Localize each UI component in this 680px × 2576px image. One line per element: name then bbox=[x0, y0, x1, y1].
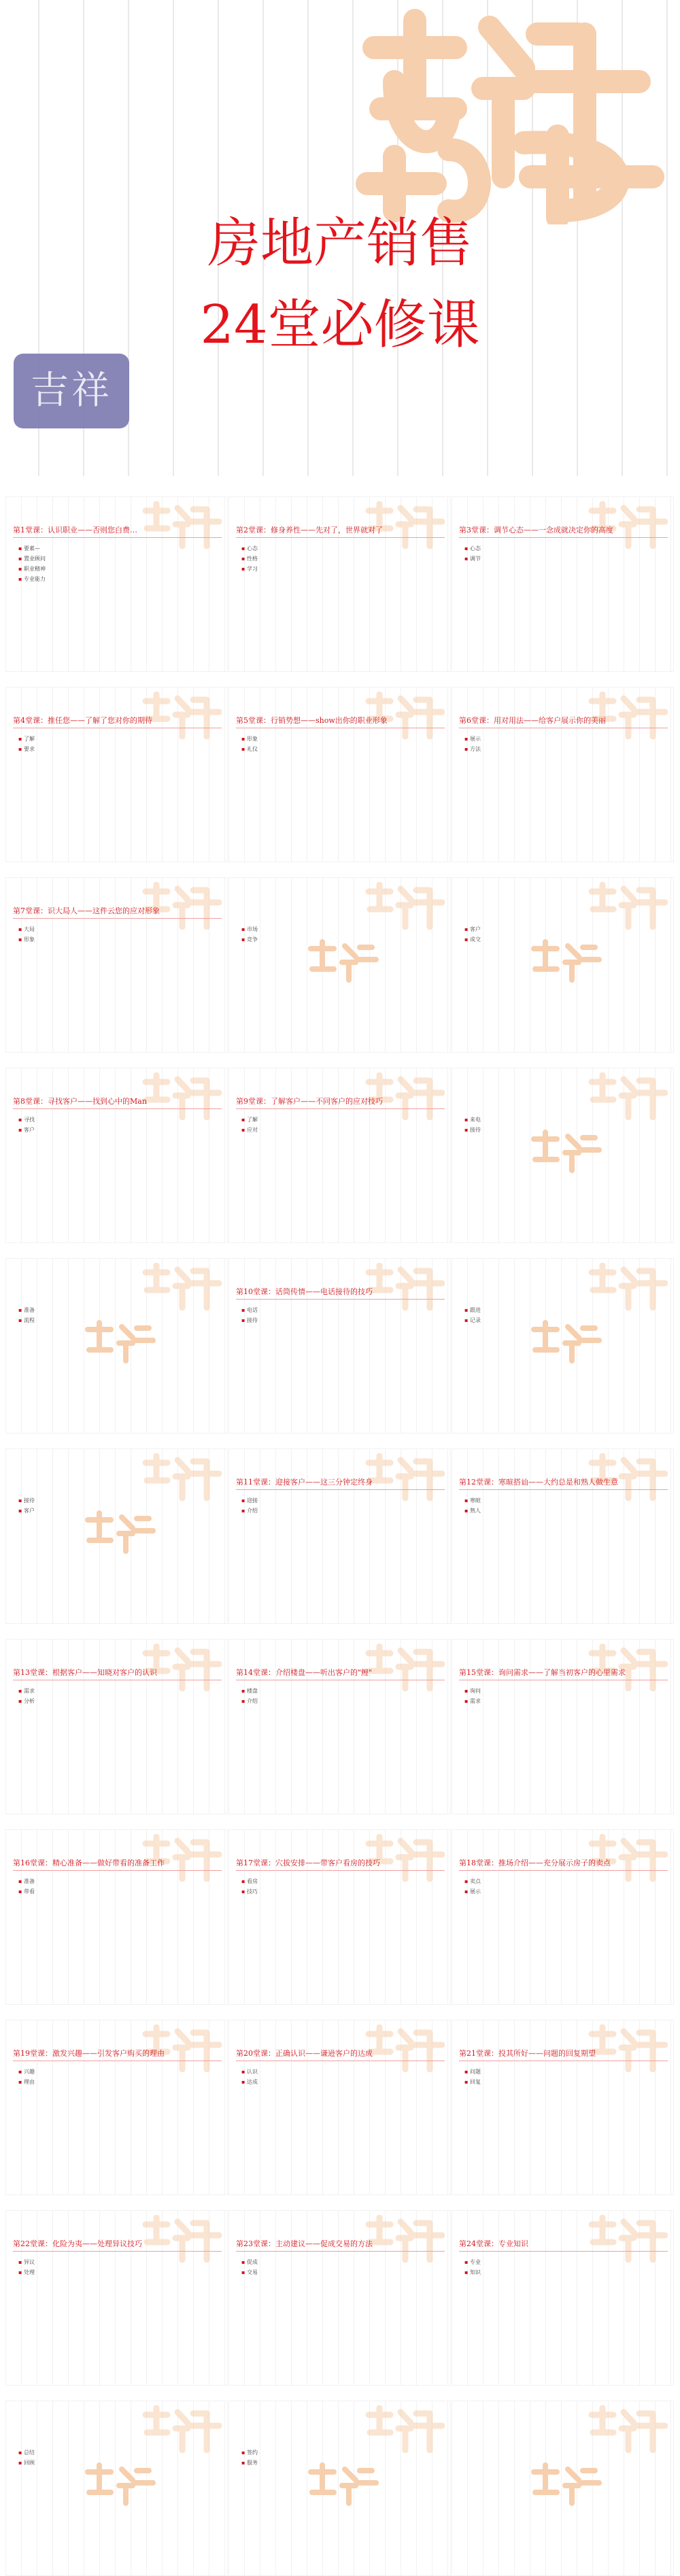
slide-bullet: ▪ 专业 bbox=[464, 2257, 666, 2267]
slide-thumbnail bbox=[228, 877, 451, 1053]
slide-bullet: ▪ 接待 bbox=[18, 1495, 220, 1506]
slide-bullet: ▪ 置业顾问 bbox=[18, 554, 220, 564]
slide-title: 第19堂课：激发兴趣——引发客户购买的理由 bbox=[13, 2048, 222, 2061]
slide-bullet-list bbox=[241, 543, 443, 574]
slide-bullet: ▪ 大局 bbox=[18, 924, 220, 934]
course-title: 房地产销售 bbox=[207, 213, 473, 274]
slide-bullet-list bbox=[464, 924, 666, 945]
slide-watermark-logo bbox=[586, 2405, 668, 2453]
slide-center-logo bbox=[527, 2462, 602, 2506]
slide-thumbnail bbox=[452, 2210, 674, 2386]
slide-bullet-list bbox=[464, 1686, 666, 1706]
slide-bullet: ▪ 方法 bbox=[464, 744, 666, 754]
slide-bullet: ▪ 来电 bbox=[464, 1115, 666, 1125]
slide-bullet: ▪ 了解 bbox=[18, 734, 220, 744]
slide-title: 第16堂课：精心准备——做好带看的准备工作 bbox=[13, 1857, 222, 1871]
slide-bullet: ▪ 客户 bbox=[464, 924, 666, 934]
slide-bullet-list bbox=[464, 2257, 666, 2277]
slide-thumbnail bbox=[452, 2020, 674, 2195]
slide-bullet: ▪ 客户 bbox=[18, 1506, 220, 1516]
slide-bullet: ▪ 总结 bbox=[18, 2447, 220, 2458]
slide-title: 第23堂课：主动建议——促成交易的方法 bbox=[236, 2238, 445, 2252]
slide-thumbnail bbox=[228, 1258, 451, 1434]
slide-thumbnail bbox=[5, 1639, 228, 1814]
slide-bullet-list bbox=[18, 1495, 220, 1516]
slide-bullet-list bbox=[241, 1495, 443, 1516]
slide-bullet-list bbox=[464, 1495, 666, 1516]
slide-thumbnail bbox=[452, 1448, 674, 1624]
slide-title: 第20堂课：正确认识——谦逊客户的达成 bbox=[236, 2048, 445, 2061]
slide-thumbnail bbox=[452, 877, 674, 1053]
slide-bullet: ▪ 回顾 bbox=[18, 2458, 220, 2468]
slide-bullet-list bbox=[464, 734, 666, 754]
slide-bullet: ▪ 记录 bbox=[464, 1315, 666, 1325]
slide-watermark-logo bbox=[363, 882, 445, 930]
slide-bullet-list bbox=[18, 1876, 220, 1897]
slide-bullet: ▪ 异议 bbox=[18, 2257, 220, 2267]
slide-bullet: ▪ 理由 bbox=[18, 2077, 220, 2087]
slide-bullet: ▪ 展示 bbox=[464, 1886, 666, 1897]
slide-bullet: ▪ 准备 bbox=[18, 1876, 220, 1886]
slide-bullet: ▪ 调节 bbox=[464, 554, 666, 564]
slide-bullet: ▪ 需求 bbox=[18, 1686, 220, 1696]
slide-thumbnail bbox=[452, 2401, 674, 2576]
slide-bullet-list bbox=[241, 2447, 443, 2468]
slide-thumbnail bbox=[452, 1068, 674, 1243]
slide-title: 第4堂课：推任您——了解了您对你的期待 bbox=[13, 715, 222, 728]
slide-thumbnail bbox=[228, 1829, 451, 2005]
slide-bullet: ▪ 问题 bbox=[464, 2067, 666, 2077]
slide-center-logo bbox=[81, 1320, 156, 1363]
slide-bullet: ▪ 寻找 bbox=[18, 1115, 220, 1125]
slide-thumbnail bbox=[228, 1448, 451, 1624]
slide-watermark-logo bbox=[586, 1072, 668, 1120]
slide-title: 第5堂课：行销势想——show出你的职业形象 bbox=[236, 715, 445, 728]
slide-bullet: ▪ 要求 bbox=[18, 744, 220, 754]
slide-watermark-logo bbox=[586, 882, 668, 930]
slide-bullet: ▪ 流程 bbox=[18, 1315, 220, 1325]
slide-bullet: ▪ 展示 bbox=[464, 734, 666, 744]
slide-bullet: ▪ 准备 bbox=[18, 1305, 220, 1315]
slide-thumbnail bbox=[452, 1639, 674, 1814]
slide-bullet: ▪ 成交 bbox=[464, 934, 666, 945]
slide-thumbnail bbox=[5, 2020, 228, 2195]
slide-bullet: ▪ 寒暄 bbox=[464, 1495, 666, 1506]
slide-title: 第9堂课：了解客户——不同客户的应对技巧 bbox=[236, 1096, 445, 1109]
course-subtitle: 24堂必修课 bbox=[200, 294, 480, 356]
slide-center-logo bbox=[527, 1130, 602, 1173]
slide-bullet-list bbox=[464, 2067, 666, 2087]
slide-bullet-list bbox=[241, 2067, 443, 2087]
slide-bullet: ▪ 服务 bbox=[241, 2458, 443, 2468]
slide-thumbnail bbox=[228, 2210, 451, 2386]
slide-thumbnail bbox=[228, 1068, 451, 1243]
slide-bullet: ▪ 接待 bbox=[464, 1125, 666, 1135]
slide-center-logo bbox=[304, 2462, 379, 2506]
slide-thumbnail bbox=[5, 877, 228, 1053]
slide-bullet: ▪ 形象 bbox=[241, 734, 443, 744]
slide-watermark-logo bbox=[363, 2405, 445, 2453]
slide-bullet-list bbox=[464, 1876, 666, 1897]
slide-bullet: ▪ 带看 bbox=[18, 1886, 220, 1897]
slide-title: 第6堂课：用对用法——给客户展示你的美丽 bbox=[459, 715, 668, 728]
slide-center-logo bbox=[527, 1320, 602, 1363]
slide-watermark-logo bbox=[140, 2405, 222, 2453]
slide-bullet-list bbox=[241, 924, 443, 945]
slide-thumbnail bbox=[5, 687, 228, 862]
slide-bullet: ▪ 迎接 bbox=[241, 1495, 443, 1506]
slide-center-logo bbox=[304, 939, 379, 983]
slide-bullet-list bbox=[18, 2447, 220, 2468]
slide-bullet: ▪ 要素— bbox=[18, 543, 220, 554]
slide-bullet: ▪ 学习 bbox=[241, 564, 443, 574]
slide-bullet: ▪ 卖点 bbox=[464, 1876, 666, 1886]
slide-bullet: ▪ 电话 bbox=[241, 1305, 443, 1315]
slide-title: 第17堂课：穴拔安排——带客户看房的技巧 bbox=[236, 1857, 445, 1871]
slide-bullet-list bbox=[241, 1686, 443, 1706]
slide-title: 第2堂课：修身养性——先对了，世界就对了 bbox=[236, 524, 445, 538]
slide-center-logo bbox=[81, 2462, 156, 2506]
slide-bullet: ▪ 熟人 bbox=[464, 1506, 666, 1516]
slide-bullet: ▪ 竞争 bbox=[241, 934, 443, 945]
cover-slide bbox=[0, 0, 680, 476]
slide-bullet: ▪ 客户 bbox=[18, 1125, 220, 1135]
slide-title: 第14堂课：介绍楼盘——听出客户的"鲤" bbox=[236, 1667, 445, 1680]
slide-title: 第11堂课：迎接客户——这三分钟定终身 bbox=[236, 1476, 445, 1490]
auspicious-watermark-logo bbox=[354, 7, 673, 224]
slide-title: 第18堂课：推场介绍——充分展示房子的卖点 bbox=[459, 1857, 668, 1871]
slide-title: 第1堂课：认识职业——否则您白费… bbox=[13, 524, 222, 538]
slide-title: 第3堂课：调节心态——一念成就决定你的高度 bbox=[459, 524, 668, 538]
slide-title: 第21堂课：投其所好——问题的回复期望 bbox=[459, 2048, 668, 2061]
slide-bullet-list bbox=[18, 1686, 220, 1706]
slide-thumbnail bbox=[228, 2020, 451, 2195]
slide-bullet-list bbox=[18, 734, 220, 754]
slide-thumbnail bbox=[228, 687, 451, 862]
slide-thumbnail bbox=[5, 2401, 228, 2576]
slide-bullet: ▪ 需求 bbox=[464, 1696, 666, 1706]
slide-thumbnail bbox=[228, 2401, 451, 2576]
auspicious-seal-logo: 吉祥 bbox=[14, 354, 129, 428]
slide-bullet: ▪ 技巧 bbox=[241, 1886, 443, 1897]
slide-thumbnail bbox=[228, 1639, 451, 1814]
slide-bullet: ▪ 介绍 bbox=[241, 1696, 443, 1706]
slide-bullet: ▪ 形象 bbox=[18, 934, 220, 945]
slide-center-logo bbox=[81, 1510, 156, 1554]
slide-thumbnail bbox=[452, 1258, 674, 1434]
slide-bullet: ▪ 楼盘 bbox=[241, 1686, 443, 1696]
slide-bullet-list bbox=[18, 1115, 220, 1135]
slide-bullet-list bbox=[18, 543, 220, 584]
slide-bullet-list bbox=[241, 2257, 443, 2277]
slide-bullet: ▪ 应对 bbox=[241, 1125, 443, 1135]
slide-thumbnail bbox=[452, 687, 674, 862]
slide-thumbnail bbox=[5, 1258, 228, 1434]
slide-bullet-list bbox=[241, 1876, 443, 1897]
slide-bullet: ▪ 跟进 bbox=[464, 1305, 666, 1315]
slide-thumbnail bbox=[452, 1829, 674, 2005]
slide-title: 第7堂课：识大局人——这件云您的应对形象 bbox=[13, 905, 222, 919]
slide-thumbnail bbox=[228, 496, 451, 672]
slide-bullet: ▪ 性格 bbox=[241, 554, 443, 564]
slide-bullet-list bbox=[18, 2257, 220, 2277]
slide-bullet: ▪ 交易 bbox=[241, 2267, 443, 2277]
slide-thumbnail bbox=[452, 496, 674, 672]
slide-bullet: ▪ 达成 bbox=[241, 2077, 443, 2087]
slide-thumbnail bbox=[5, 1068, 228, 1243]
slide-bullet-list bbox=[18, 924, 220, 945]
slide-bullet-list bbox=[464, 1115, 666, 1135]
slide-bullet-list bbox=[241, 1115, 443, 1135]
slide-thumbnail bbox=[5, 1448, 228, 1624]
slide-bullet: ▪ 礼仪 bbox=[241, 744, 443, 754]
slide-title: 第22堂课：化险为夷——处理异议技巧 bbox=[13, 2238, 222, 2252]
slide-thumbnail bbox=[5, 2210, 228, 2386]
slide-watermark-logo bbox=[140, 1263, 222, 1310]
slide-bullet: ▪ 知识 bbox=[464, 2267, 666, 2277]
slide-thumbnail bbox=[5, 1829, 228, 2005]
slide-bullet-list bbox=[18, 1305, 220, 1325]
slide-bullet-list bbox=[464, 1305, 666, 1325]
slide-title: 第12堂课：寒暄搭讪——大约总是和熟人做生意 bbox=[459, 1476, 668, 1490]
slide-bullet: ▪ 心态 bbox=[241, 543, 443, 554]
slide-title: 第15堂课：询问需求——了解当初客户的心里需求 bbox=[459, 1667, 668, 1680]
slide-bullet: ▪ 回复 bbox=[464, 2077, 666, 2087]
slide-bullet: ▪ 促成 bbox=[241, 2257, 443, 2267]
slide-bullet: ▪ 接待 bbox=[241, 1315, 443, 1325]
slide-title: 第13堂课：根据客户——知晓对客户的认识 bbox=[13, 1667, 222, 1680]
slide-bullet: ▪ 处理 bbox=[18, 2267, 220, 2277]
slide-watermark-logo bbox=[586, 1263, 668, 1310]
slide-title: 第10堂课：话筒传情——电话接待的技巧 bbox=[236, 1286, 445, 1300]
slide-bullet: ▪ 市场 bbox=[241, 924, 443, 934]
slide-bullet-list bbox=[18, 2067, 220, 2087]
slide-bullet-list bbox=[241, 1305, 443, 1325]
slide-bullet-list bbox=[241, 734, 443, 754]
slide-center-logo bbox=[527, 939, 602, 983]
slide-bullet: ▪ 介绍 bbox=[241, 1506, 443, 1516]
slide-bullet: ▪ 签约 bbox=[241, 2447, 443, 2458]
slide-bullet: ▪ 专业能力 bbox=[18, 574, 220, 584]
slide-bullet: ▪ 兴趣 bbox=[18, 2067, 220, 2077]
slide-bullet: ▪ 分析 bbox=[18, 1696, 220, 1706]
slide-bullet: ▪ 认识 bbox=[241, 2067, 443, 2077]
slide-bullet-list bbox=[464, 543, 666, 564]
slide-bullet: ▪ 看房 bbox=[241, 1876, 443, 1886]
slide-thumbnail bbox=[5, 496, 228, 672]
slide-title: 第24堂课：专业知识 bbox=[459, 2238, 668, 2252]
slide-bullet: ▪ 职业精神 bbox=[18, 564, 220, 574]
slide-bullet: ▪ 询问 bbox=[464, 1686, 666, 1696]
slide-title: 第8堂课：寻找客户——找到心中的Man bbox=[13, 1096, 222, 1109]
slide-bullet: ▪ 了解 bbox=[241, 1115, 443, 1125]
slide-bullet: ▪ 心态 bbox=[464, 543, 666, 554]
slide-watermark-logo bbox=[140, 1453, 222, 1501]
